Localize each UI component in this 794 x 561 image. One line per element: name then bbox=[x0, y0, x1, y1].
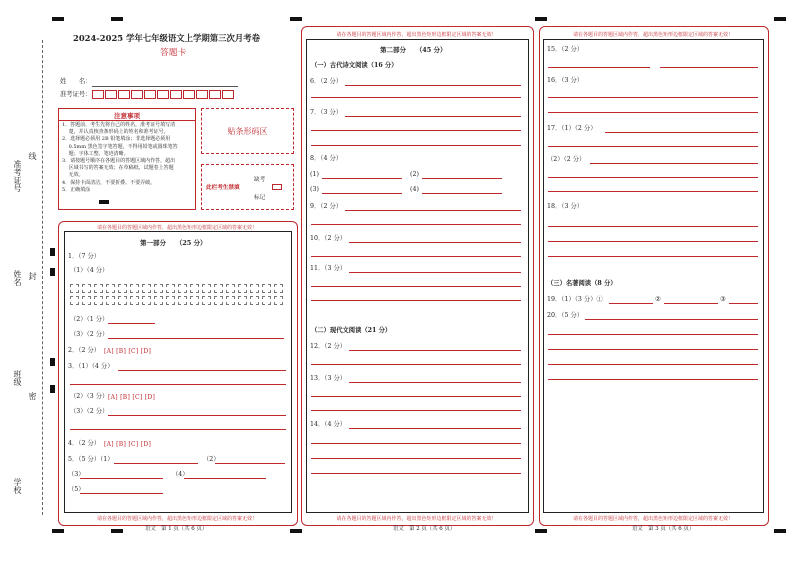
notes-item: 2．选择题必须用 2B 铅笔填涂；非选择题必须用 bbox=[62, 136, 171, 143]
barcode-area bbox=[201, 108, 294, 154]
q17-1-answer-line[interactable] bbox=[548, 146, 758, 147]
q10-label: 10．（2 分） bbox=[310, 235, 347, 242]
q5-5-answer-line[interactable] bbox=[80, 493, 163, 494]
grid-cell[interactable] bbox=[226, 284, 235, 293]
q20-label: 20．（5 分） bbox=[547, 312, 584, 319]
q17-2-answer-line[interactable] bbox=[590, 163, 758, 164]
id-cell[interactable] bbox=[209, 90, 221, 99]
q1-3-label: （3）（2 分） bbox=[70, 331, 109, 338]
q6-label: 6．（2 分） bbox=[310, 78, 343, 85]
q7-answer-line[interactable] bbox=[311, 145, 521, 146]
q8-1-answer-line[interactable] bbox=[322, 178, 402, 179]
q20-answer-line[interactable] bbox=[585, 319, 758, 320]
grid-cell[interactable] bbox=[142, 296, 151, 305]
q14-answer-line[interactable] bbox=[311, 443, 521, 444]
margin-seal-mark: 封 bbox=[28, 272, 37, 280]
q20-answer-line[interactable] bbox=[548, 364, 758, 365]
margin-school-label: 学校 bbox=[13, 478, 22, 494]
q20-answer-line[interactable] bbox=[548, 379, 758, 380]
timing-mark bbox=[774, 529, 786, 533]
q13-answer-line[interactable] bbox=[311, 410, 521, 411]
grid-cell[interactable] bbox=[190, 296, 199, 305]
q3-1-answer-line[interactable] bbox=[118, 370, 286, 371]
name-label: 姓 名： bbox=[60, 78, 92, 85]
timing-mark bbox=[52, 17, 64, 21]
q18-answer-line[interactable] bbox=[548, 226, 758, 227]
q10-answer-line[interactable] bbox=[349, 242, 521, 243]
grid-cell[interactable] bbox=[214, 296, 223, 305]
q1-2-answer-line[interactable] bbox=[108, 323, 155, 324]
q8-2-label: (2) bbox=[410, 171, 419, 178]
q8-4-label: (4) bbox=[410, 186, 419, 193]
grid-cell[interactable] bbox=[274, 296, 283, 305]
q10-answer-line[interactable] bbox=[311, 256, 521, 257]
q8-2-answer-line[interactable] bbox=[422, 178, 502, 179]
timing-mark bbox=[774, 17, 786, 21]
panel3-warning-bottom: 请在各题目的答题区域内作答，超出黑色矩形边框限定区域的答案无效！ bbox=[572, 516, 733, 522]
timing-mark bbox=[50, 248, 55, 256]
page2-footer: 语文 第 2 页（共 6 页） bbox=[393, 526, 456, 532]
q16-answer-line[interactable] bbox=[548, 97, 758, 98]
grid-cell[interactable] bbox=[130, 296, 139, 305]
q3-3-label: （3）（2 分） bbox=[70, 408, 109, 415]
grid-cell[interactable] bbox=[82, 296, 91, 305]
q5-3-label: （3） bbox=[68, 471, 85, 478]
grid-cell[interactable] bbox=[70, 296, 79, 305]
q1-2-label: （2）（1 分） bbox=[70, 316, 109, 323]
q11-answer-line[interactable] bbox=[349, 272, 521, 273]
q18-label: 18．（3 分） bbox=[547, 203, 584, 210]
panel2-warning-top: 请在各题目的答题区域内作答，超出黑色矩形边框限定区域的答案无效！ bbox=[336, 32, 497, 38]
q4-choices[interactable]: [A] [B] [C] [D] bbox=[104, 441, 152, 448]
q8-3-answer-line[interactable] bbox=[322, 193, 402, 194]
margin-line-mark: 线 bbox=[28, 152, 37, 160]
q5-2-answer-line[interactable] bbox=[215, 463, 285, 464]
absent-top-label: 缺考 bbox=[254, 177, 266, 183]
q19-3-answer-line[interactable] bbox=[729, 303, 758, 304]
timing-mark bbox=[50, 268, 55, 276]
correct-fill-sample bbox=[99, 200, 109, 204]
id-cell[interactable] bbox=[118, 90, 130, 99]
q18-answer-line[interactable] bbox=[548, 241, 758, 242]
q19-3-marker: ③ bbox=[720, 296, 726, 303]
q6-answer-line[interactable] bbox=[311, 97, 521, 98]
q20-answer-line[interactable] bbox=[548, 349, 758, 350]
grid-cell[interactable] bbox=[262, 296, 271, 305]
binding-dashed-line bbox=[42, 40, 43, 515]
q7-answer-line[interactable] bbox=[311, 130, 521, 131]
grid-cell[interactable] bbox=[214, 284, 223, 293]
grid-cell[interactable] bbox=[154, 284, 163, 293]
grid-cell[interactable] bbox=[274, 284, 283, 293]
q9-answer-line[interactable] bbox=[345, 210, 521, 211]
q19-2-marker: ② bbox=[655, 296, 661, 303]
q5-3-answer-line[interactable] bbox=[80, 478, 163, 479]
q9-answer-line[interactable] bbox=[311, 224, 521, 225]
q5-2-label: （2） bbox=[203, 456, 220, 463]
q13-label: 13．（3 分） bbox=[310, 375, 347, 382]
q19-1-answer-line[interactable] bbox=[609, 303, 653, 304]
grid-cell[interactable] bbox=[70, 284, 79, 293]
panel3-answer-frame bbox=[543, 39, 764, 513]
page1-footer: 语文 第 1 页（共 6 页） bbox=[145, 526, 208, 532]
notes-item: 题；字体工整、笔迹清晰。 bbox=[62, 150, 129, 157]
q7-label: 7．（3 分） bbox=[310, 109, 343, 116]
margin-id-label: 准考证号 bbox=[13, 160, 22, 192]
grid-cell[interactable] bbox=[118, 284, 127, 293]
part2-title: 第二部分 （45 分） bbox=[380, 46, 447, 54]
timing-mark bbox=[50, 358, 55, 366]
notes-item: 无效。 bbox=[62, 172, 84, 179]
grid-cell[interactable] bbox=[178, 284, 187, 293]
id-cell[interactable] bbox=[105, 90, 117, 99]
timing-mark bbox=[111, 17, 123, 21]
q17-2-answer-line[interactable] bbox=[548, 191, 758, 192]
grid-cell[interactable] bbox=[250, 296, 259, 305]
q5-1-answer-line[interactable] bbox=[114, 463, 198, 464]
absent-box bbox=[201, 164, 294, 210]
grid-cell[interactable] bbox=[238, 284, 247, 293]
notes-title: 注意事项 bbox=[114, 112, 140, 120]
id-cell[interactable] bbox=[183, 90, 195, 99]
q1-3-answer-line[interactable] bbox=[108, 338, 284, 339]
grid-cell[interactable] bbox=[262, 284, 271, 293]
notes-list bbox=[62, 122, 178, 194]
q14-label: 14．（4 分） bbox=[310, 421, 347, 428]
q16-label: 16．（3 分） bbox=[547, 77, 584, 84]
notes-item: 4．保持卡面清洁，不要折叠、不要弄破。 bbox=[62, 179, 156, 186]
margin-secret-mark: 密 bbox=[28, 392, 37, 400]
q12-answer-line[interactable] bbox=[349, 350, 521, 351]
q17-2-label: （2）（2 分） bbox=[547, 156, 586, 163]
q17-2-answer-line[interactable] bbox=[548, 177, 758, 178]
grid-cell[interactable] bbox=[250, 284, 259, 293]
grid-cell[interactable] bbox=[202, 296, 211, 305]
notes-item: 区域书写的答案无效；在草稿纸、试题卷上答题 bbox=[62, 165, 174, 172]
q2-choices[interactable]: [A] [B] [C] [D] bbox=[104, 348, 152, 355]
q15-label: 15．（2 分） bbox=[547, 46, 584, 53]
section3-title: （三）名著阅读（8 分） bbox=[547, 280, 617, 287]
notes-item: 0.5mm 黑色签字笔答题，不得用铅笔或圆珠笔答 bbox=[62, 143, 178, 150]
id-cell[interactable] bbox=[92, 90, 104, 99]
q20-answer-line[interactable] bbox=[548, 334, 758, 335]
q14-answer-line[interactable] bbox=[349, 428, 521, 429]
timing-mark bbox=[290, 17, 302, 21]
q2-label: 2．（2 分） bbox=[68, 347, 101, 354]
panel1-warning-bottom: 请在各题目的答题区域内作答，超出黑色矩形边框限定区域的答案无效！ bbox=[96, 516, 257, 522]
q8-label: 8．（4 分） bbox=[310, 155, 343, 162]
q7-answer-line[interactable] bbox=[345, 116, 521, 117]
notes-item: 3．请按题号顺序在各题目的答题区域内作答，超出 bbox=[62, 158, 176, 165]
grid-cell[interactable] bbox=[154, 296, 163, 305]
panel1-warning-top: 请在各题目的答题区域内作答，超出黑色矩形边框限定区域的答案无效！ bbox=[96, 225, 257, 231]
q5-4-label: （4） bbox=[172, 471, 189, 478]
q11-answer-line[interactable] bbox=[311, 286, 521, 287]
barcode-label: 贴条形码区 bbox=[227, 127, 268, 136]
absent-note: 此栏考生禁填 bbox=[206, 185, 240, 191]
timing-mark bbox=[111, 529, 123, 533]
id-cell[interactable] bbox=[157, 90, 169, 99]
exam-title: 2024-2025 学年七年级语文上学期第三次月考卷 bbox=[73, 33, 261, 43]
q14-answer-line[interactable] bbox=[311, 458, 521, 459]
notes-item: 楚，并认真核查条形码上的姓名和准考证号。 bbox=[62, 129, 169, 136]
q3-3-answer-line[interactable] bbox=[70, 429, 286, 430]
grid-cell[interactable] bbox=[178, 296, 187, 305]
absent-bottom-label: 标记 bbox=[254, 195, 266, 201]
id-cell[interactable] bbox=[222, 90, 234, 99]
q5-label: 5．（5 分）（1） bbox=[68, 456, 114, 463]
grid-cell[interactable] bbox=[202, 284, 211, 293]
id-label: 准考证号： bbox=[60, 91, 92, 98]
q5-4-answer-line[interactable] bbox=[184, 478, 266, 479]
id-cell[interactable] bbox=[144, 90, 156, 99]
grid-cell[interactable] bbox=[238, 296, 247, 305]
grid-cell[interactable] bbox=[94, 284, 103, 293]
margin-name-label: 姓名 bbox=[13, 270, 22, 286]
q19-label: 19．（1）（3 分）① bbox=[547, 296, 603, 303]
q11-answer-line[interactable] bbox=[311, 300, 521, 301]
q8-4-answer-line[interactable] bbox=[422, 193, 502, 194]
grid-cell[interactable] bbox=[142, 284, 151, 293]
answer-card-subtitle: 答题卡 bbox=[160, 48, 187, 58]
q17-label: 17．（1）（2 分） bbox=[547, 125, 597, 132]
q8-1-label: (1) bbox=[310, 171, 319, 178]
grid-cell[interactable] bbox=[106, 284, 115, 293]
timing-mark bbox=[290, 529, 302, 533]
q15-answer-line[interactable] bbox=[660, 67, 758, 68]
grid-cell[interactable] bbox=[106, 296, 115, 305]
q3-2-label: （2）（3 分） bbox=[70, 393, 109, 400]
notes-item: 5．正确填涂 bbox=[62, 186, 91, 193]
grid-cell[interactable] bbox=[190, 284, 199, 293]
q13-answer-line[interactable] bbox=[349, 382, 521, 383]
q18-answer-line[interactable] bbox=[548, 256, 758, 257]
page3-footer: 语文 第 3 页（共 6 页） bbox=[632, 526, 695, 532]
grid-cell[interactable] bbox=[166, 284, 175, 293]
section1-title: （一）古代诗文阅读（16 分） bbox=[311, 62, 398, 69]
timing-mark bbox=[535, 17, 547, 21]
q1-label: 1．（7 分） bbox=[68, 253, 101, 260]
timing-mark bbox=[535, 529, 547, 533]
grid-cell[interactable] bbox=[94, 296, 103, 305]
q6-answer-line[interactable] bbox=[345, 85, 521, 86]
q12-answer-line[interactable] bbox=[311, 364, 521, 365]
q11-label: 11．（3 分） bbox=[310, 265, 347, 272]
q12-label: 12．（2 分） bbox=[310, 343, 347, 350]
margin-class-label: 班级 bbox=[13, 370, 22, 386]
q16-answer-line[interactable] bbox=[548, 112, 758, 113]
q19-2-answer-line[interactable] bbox=[664, 303, 718, 304]
q15-answer-line[interactable] bbox=[548, 67, 650, 68]
panel3-warning-top: 请在各题目的答题区域内作答，超出黑色矩形边框限定区域的答案无效！ bbox=[572, 32, 733, 38]
notes-box bbox=[58, 108, 196, 210]
q1-1-label: （1）（4 分） bbox=[70, 267, 109, 274]
name-field[interactable] bbox=[92, 86, 238, 87]
q5-5-label: （5） bbox=[68, 486, 85, 493]
part1-title: 第一部分 （25 分） bbox=[140, 239, 207, 247]
timing-mark bbox=[50, 385, 55, 393]
absent-checkbox[interactable] bbox=[272, 184, 282, 190]
q3-1-answer-line[interactable] bbox=[70, 384, 286, 385]
grid-cell[interactable] bbox=[226, 296, 235, 305]
q3-3-answer-line[interactable] bbox=[108, 415, 286, 416]
grid-cell[interactable] bbox=[166, 296, 175, 305]
q3-2-choices[interactable]: [A] [B] [C] [D] bbox=[108, 394, 156, 401]
section2-title: （二）现代文阅读（21 分） bbox=[311, 327, 392, 334]
q8-3-label: (3) bbox=[310, 186, 319, 193]
q9-label: 9．（2 分） bbox=[310, 203, 343, 210]
q13-answer-line[interactable] bbox=[311, 396, 521, 397]
q4-label: 4．（2 分） bbox=[68, 440, 101, 447]
q17-1-answer-line[interactable] bbox=[605, 132, 758, 133]
q3-1-label: 3．（1）（4 分） bbox=[68, 363, 114, 370]
id-cell[interactable] bbox=[170, 90, 182, 99]
panel2-warning-bottom: 请在各题目的答题区域内作答，超出黑色矩形边框限定区域的答案无效！ bbox=[336, 516, 497, 522]
grid-cell[interactable] bbox=[82, 284, 91, 293]
id-cell[interactable] bbox=[196, 90, 208, 99]
grid-cell[interactable] bbox=[130, 284, 139, 293]
notes-item: 1．答题前，考生先将自己的姓名，准考证号填写清 bbox=[62, 122, 176, 128]
q14-answer-line[interactable] bbox=[311, 473, 521, 474]
grid-cell[interactable] bbox=[118, 296, 127, 305]
timing-mark bbox=[52, 529, 64, 533]
id-cell[interactable] bbox=[131, 90, 143, 99]
